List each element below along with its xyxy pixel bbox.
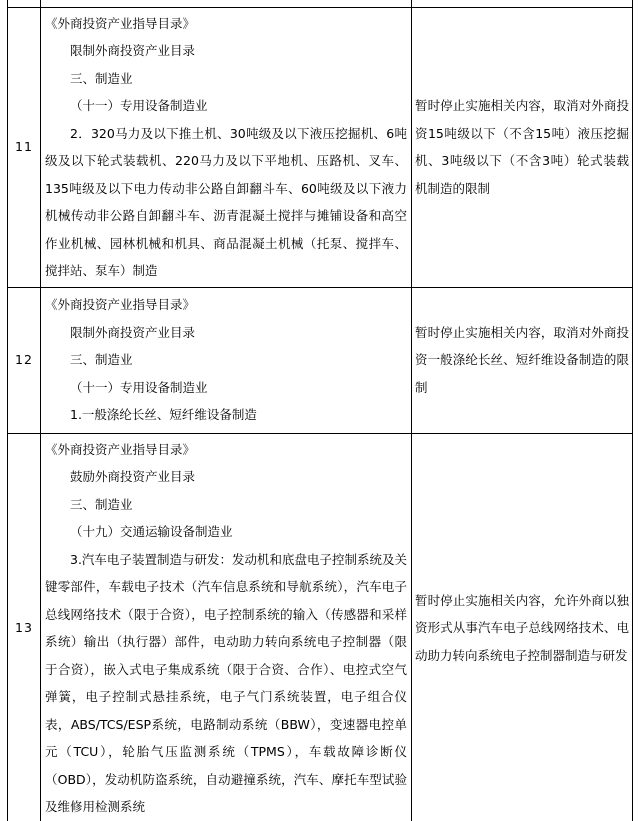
partial-cell: [8, 0, 41, 7]
adjustment-remark: 暂时停止实施相关内容，取消对外商投资一般涤纶长丝、短纤维设备制造的限制: [412, 287, 633, 433]
industry-line: 三、制造业: [70, 496, 133, 512]
row-number: 12: [8, 287, 41, 433]
partial-cell: [41, 0, 412, 7]
adjustment-remark: 暂时停止实施相关内容，允许外商以独资形式从事汽车电子总线网络技术、电动助力转向系统电子控制器制造与研发: [412, 433, 633, 821]
catalog-title: 《外商投资产业指导目录》: [45, 15, 196, 31]
catalog-title: 《外商投资产业指导目录》: [45, 441, 196, 457]
table-row: [8, 287, 633, 433]
row-number: 11: [8, 7, 41, 287]
table-row: [8, 433, 633, 821]
catalog-section: 限制外商投资产业目录: [70, 324, 196, 340]
item-text: 1.一般涤纶长丝、短纤维设备制造: [70, 407, 257, 423]
catalog-section: 鼓励外商投资产业目录: [70, 469, 196, 484]
category-line: （十一）专用设备制造业: [70, 379, 208, 395]
industry-line: 三、制造业: [70, 352, 133, 368]
catalog-cell: [41, 287, 412, 433]
item-text: 2．320马力及以下推土机、30吨级及以下液压挖掘机、6吨级及以下轮式装载机、220马力及以下平地机、压路机、叉车、135吨级及以下电力传动非公路自卸翻斗车、60吨级及以下液力机械传动非公路自卸翻斗车、沥青混凝土搅拌与摊铺设备和高空作业机械、园林机械和机具、商品混凝土机械（托泵、搅拌车、搅拌站、泵车）制造: [45, 125, 407, 278]
catalog-cell: [41, 433, 412, 821]
foreign-investment-catalog-table: [7, 0, 633, 821]
adjustment-remark: 暂时停止实施相关内容，取消对外商投资15吨级以下（不含15吨）液压挖掘机、3吨级以下（不含3吨）轮式装载机制造的限制: [412, 7, 633, 287]
partial-cell: [412, 0, 633, 7]
item-text: 3.汽车电子装置制造与研发：发动机和底盘电子控制系统及关键零部件，车载电子技术（汽车信息系统和导航系统），汽车电子总线网络技术（限于合资），电子控制系统的输入（传感器和采样系统）输出（执行器）部件，电动助力转向系统电子控制器（限于合资），嵌入式电子集成系统（限于合资、合作）、电控式空气弹簧，电子控制式悬挂系统，电子气门系统装置，电子组合仪表，ABS/TCS/ESP系统，电路制动系统（BBW），变速器电控单元（TCU），轮胎气压监测系统（TPMS），车载故障诊断仪（OBD），发动机防盗系统，自动避撞系统，汽车、摩托车型试验及维修用检测系统: [45, 551, 407, 814]
catalog-cell: [41, 7, 412, 287]
industry-line: 三、制造业: [70, 70, 133, 86]
table-row: [8, 7, 633, 287]
category-line: （十一）专用设备制造业: [70, 98, 208, 113]
partial-row-top: [8, 0, 633, 7]
catalog-section: 限制外商投资产业目录: [70, 43, 196, 58]
catalog-title: 《外商投资产业指导目录》: [45, 297, 196, 313]
row-number: 13: [8, 433, 41, 821]
category-line: （十九）交通运输设备制造业: [70, 524, 233, 539]
